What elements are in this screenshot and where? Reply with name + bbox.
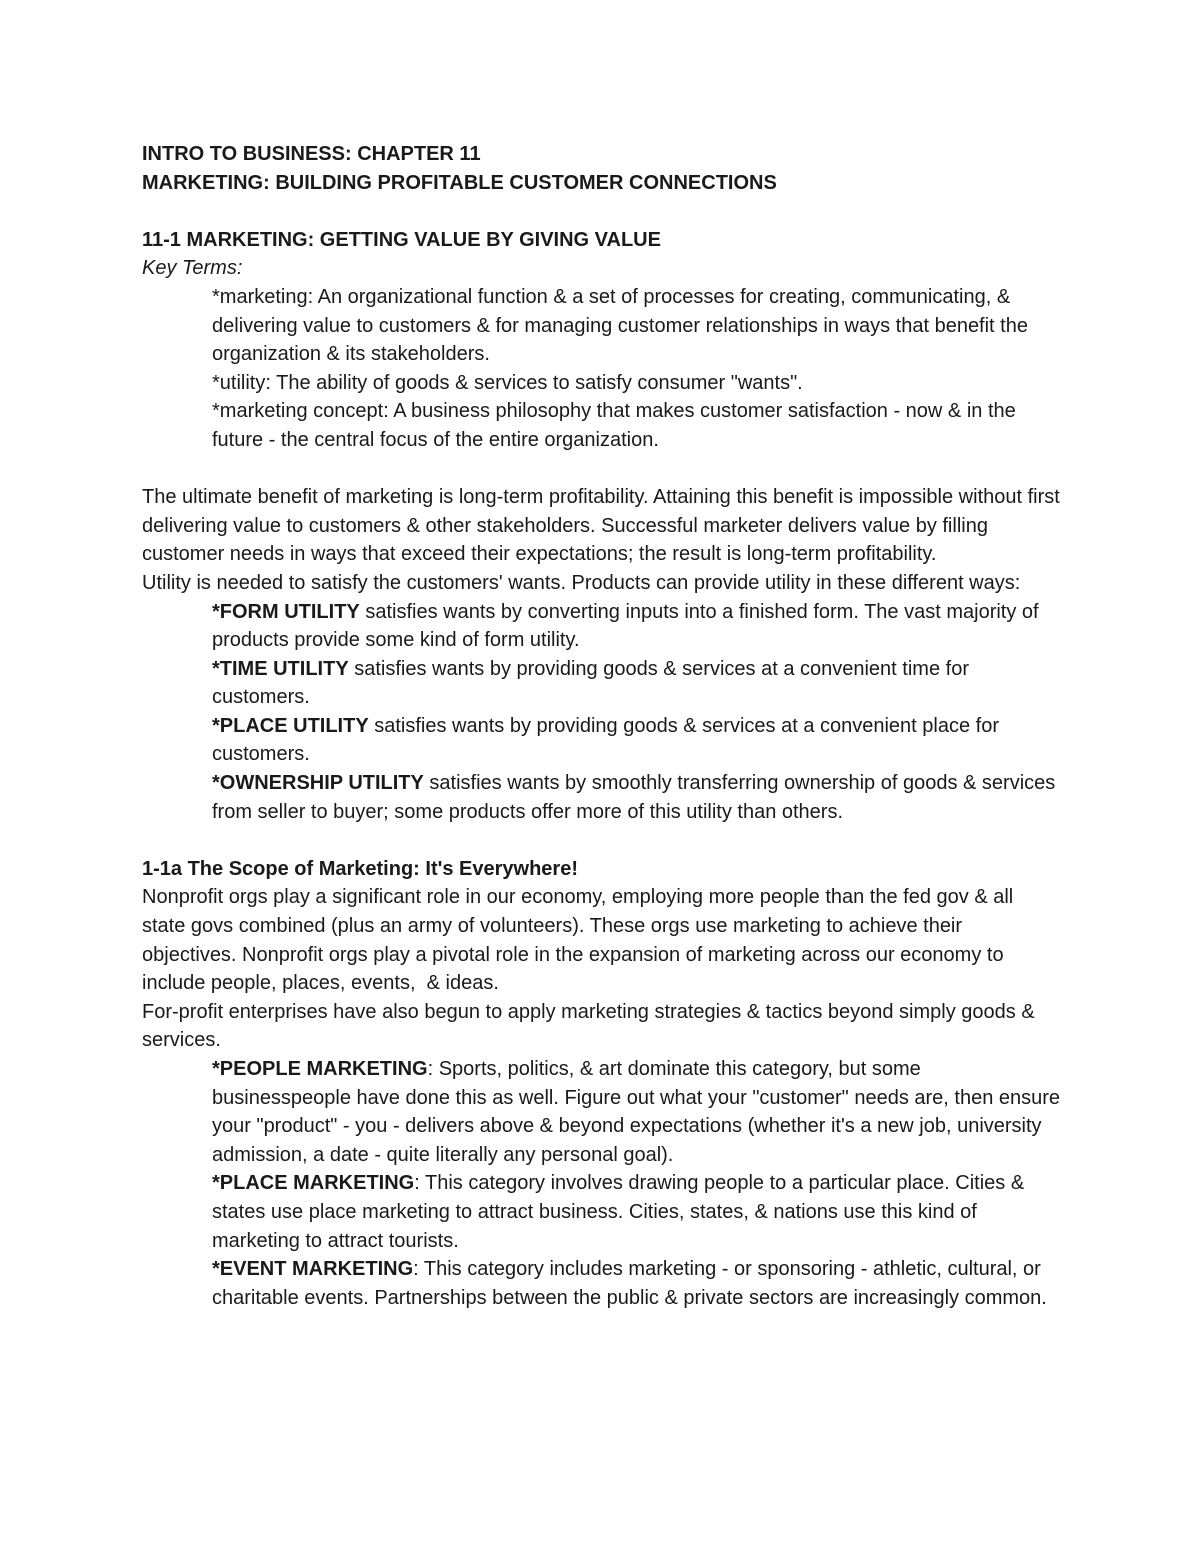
utility-place [212,712,1062,769]
utility-label: *FORM UTILITY [212,600,360,623]
utility-form [212,598,1062,655]
utility-text: satisfies wants by providing goods & services at a convenient time for customers. [212,657,969,709]
spacer [142,455,1062,484]
utility-ownership [212,769,1062,826]
utility-time [212,655,1062,712]
utility-label: *OWNERSHIP UTILITY [212,772,424,795]
document-page [142,140,1066,1312]
type-text: : Sports, politics, & art dominate this category, but some businesspeople have done this as well. Figure out what your "customer" needs are, then ensure your "product" - you - delivers above & beyond expectations (whether it's a new job, university admission, a date - quite literally any personal goal). [212,1058,1061,1166]
paragraph: Utility is needed to satisfy the customers' wants. Products can provide utility in these different ways: [142,571,1021,594]
utility-text: satisfies wants by providing goods & services at a convenient place for customers. [212,714,1000,766]
spacer [142,826,1062,855]
type-text: : This category involves drawing people to a particular place. Cities & states use place marketing to attract business. Cities, states, & nations use this kind of marketing to attract tourists. [212,1172,1025,1252]
utility-text: satisfies wants by smoothly transferring ownership of goods & services from seller to buyer; some products offer more of this utility than others. [212,772,1056,823]
utility-label: *PLACE UTILITY [212,714,369,737]
event-marketing [212,1255,1062,1312]
subsection-heading: 1-1a The Scope of Marketing: It's Everywhere! [142,857,578,880]
term-marketing-concept: *marketing concept: A business philosophy that makes customer satisfaction - now & in the future - the central focus of the entire organization. [212,400,1016,451]
key-terms-list [142,283,1062,455]
section-heading: 11-1 MARKETING: GETTING VALUE BY GIVING VALUE [142,228,661,251]
document-title: INTRO TO BUSINESS: CHAPTER 11 [142,143,481,165]
paragraph: For-profit enterprises have also begun to apply marketing strategies & tactics beyond simply goods & services. [142,1000,1041,1052]
term-marketing: *marketing: An organizational function & a set of processes for creating, communicating, & delivering value to customers & for managing customer relationships in ways that benefit the organization & its stakeholders. [212,285,1028,366]
paragraph: Nonprofit orgs play a significant role in our economy, employing more people than the fed gov & all state govs combined (plus an army of volunteers). These orgs use marketing to achieve their objectives. Nonprofit orgs play a pivotal role in the expansion of marketing across our economy to include people, places, events, & ideas. [142,886,1019,995]
marketing-types-list [142,1055,1062,1312]
type-label: *PLACE MARKETING [212,1172,415,1195]
utility-text: satisfies wants by converting inputs into a finished form. The vast majority of products provide some kind of form utility. [212,600,1039,652]
key-terms-label: Key Terms: [142,257,243,280]
type-label: *PEOPLE MARKETING [212,1058,428,1080]
type-label: *EVENT MARKETING [212,1258,414,1281]
term-utility: *utility: The ability of goods & services to satisfy consumer "wants". [212,371,803,394]
spacer [142,197,1062,226]
utility-label: *TIME UTILITY [212,657,349,680]
utility-list [142,598,1062,827]
paragraph: The ultimate benefit of marketing is long-term profitability. Attaining this benefit is impossible without first delivering value to customers & other stakeholders. Successful marketer delivers value by filling customer needs in ways that exceed their expectations; the result is long-term profitability. [142,486,1066,566]
document-subtitle: MARKETING: BUILDING PROFITABLE CUSTOMER CONNECTIONS [142,171,777,194]
type-text: : This category includes marketing - or sponsoring - athletic, cultural, or charitable events. Partnerships between the public & private sectors are increasingly common. [212,1258,1047,1309]
place-marketing [212,1169,1062,1255]
people-marketing [212,1055,1062,1169]
